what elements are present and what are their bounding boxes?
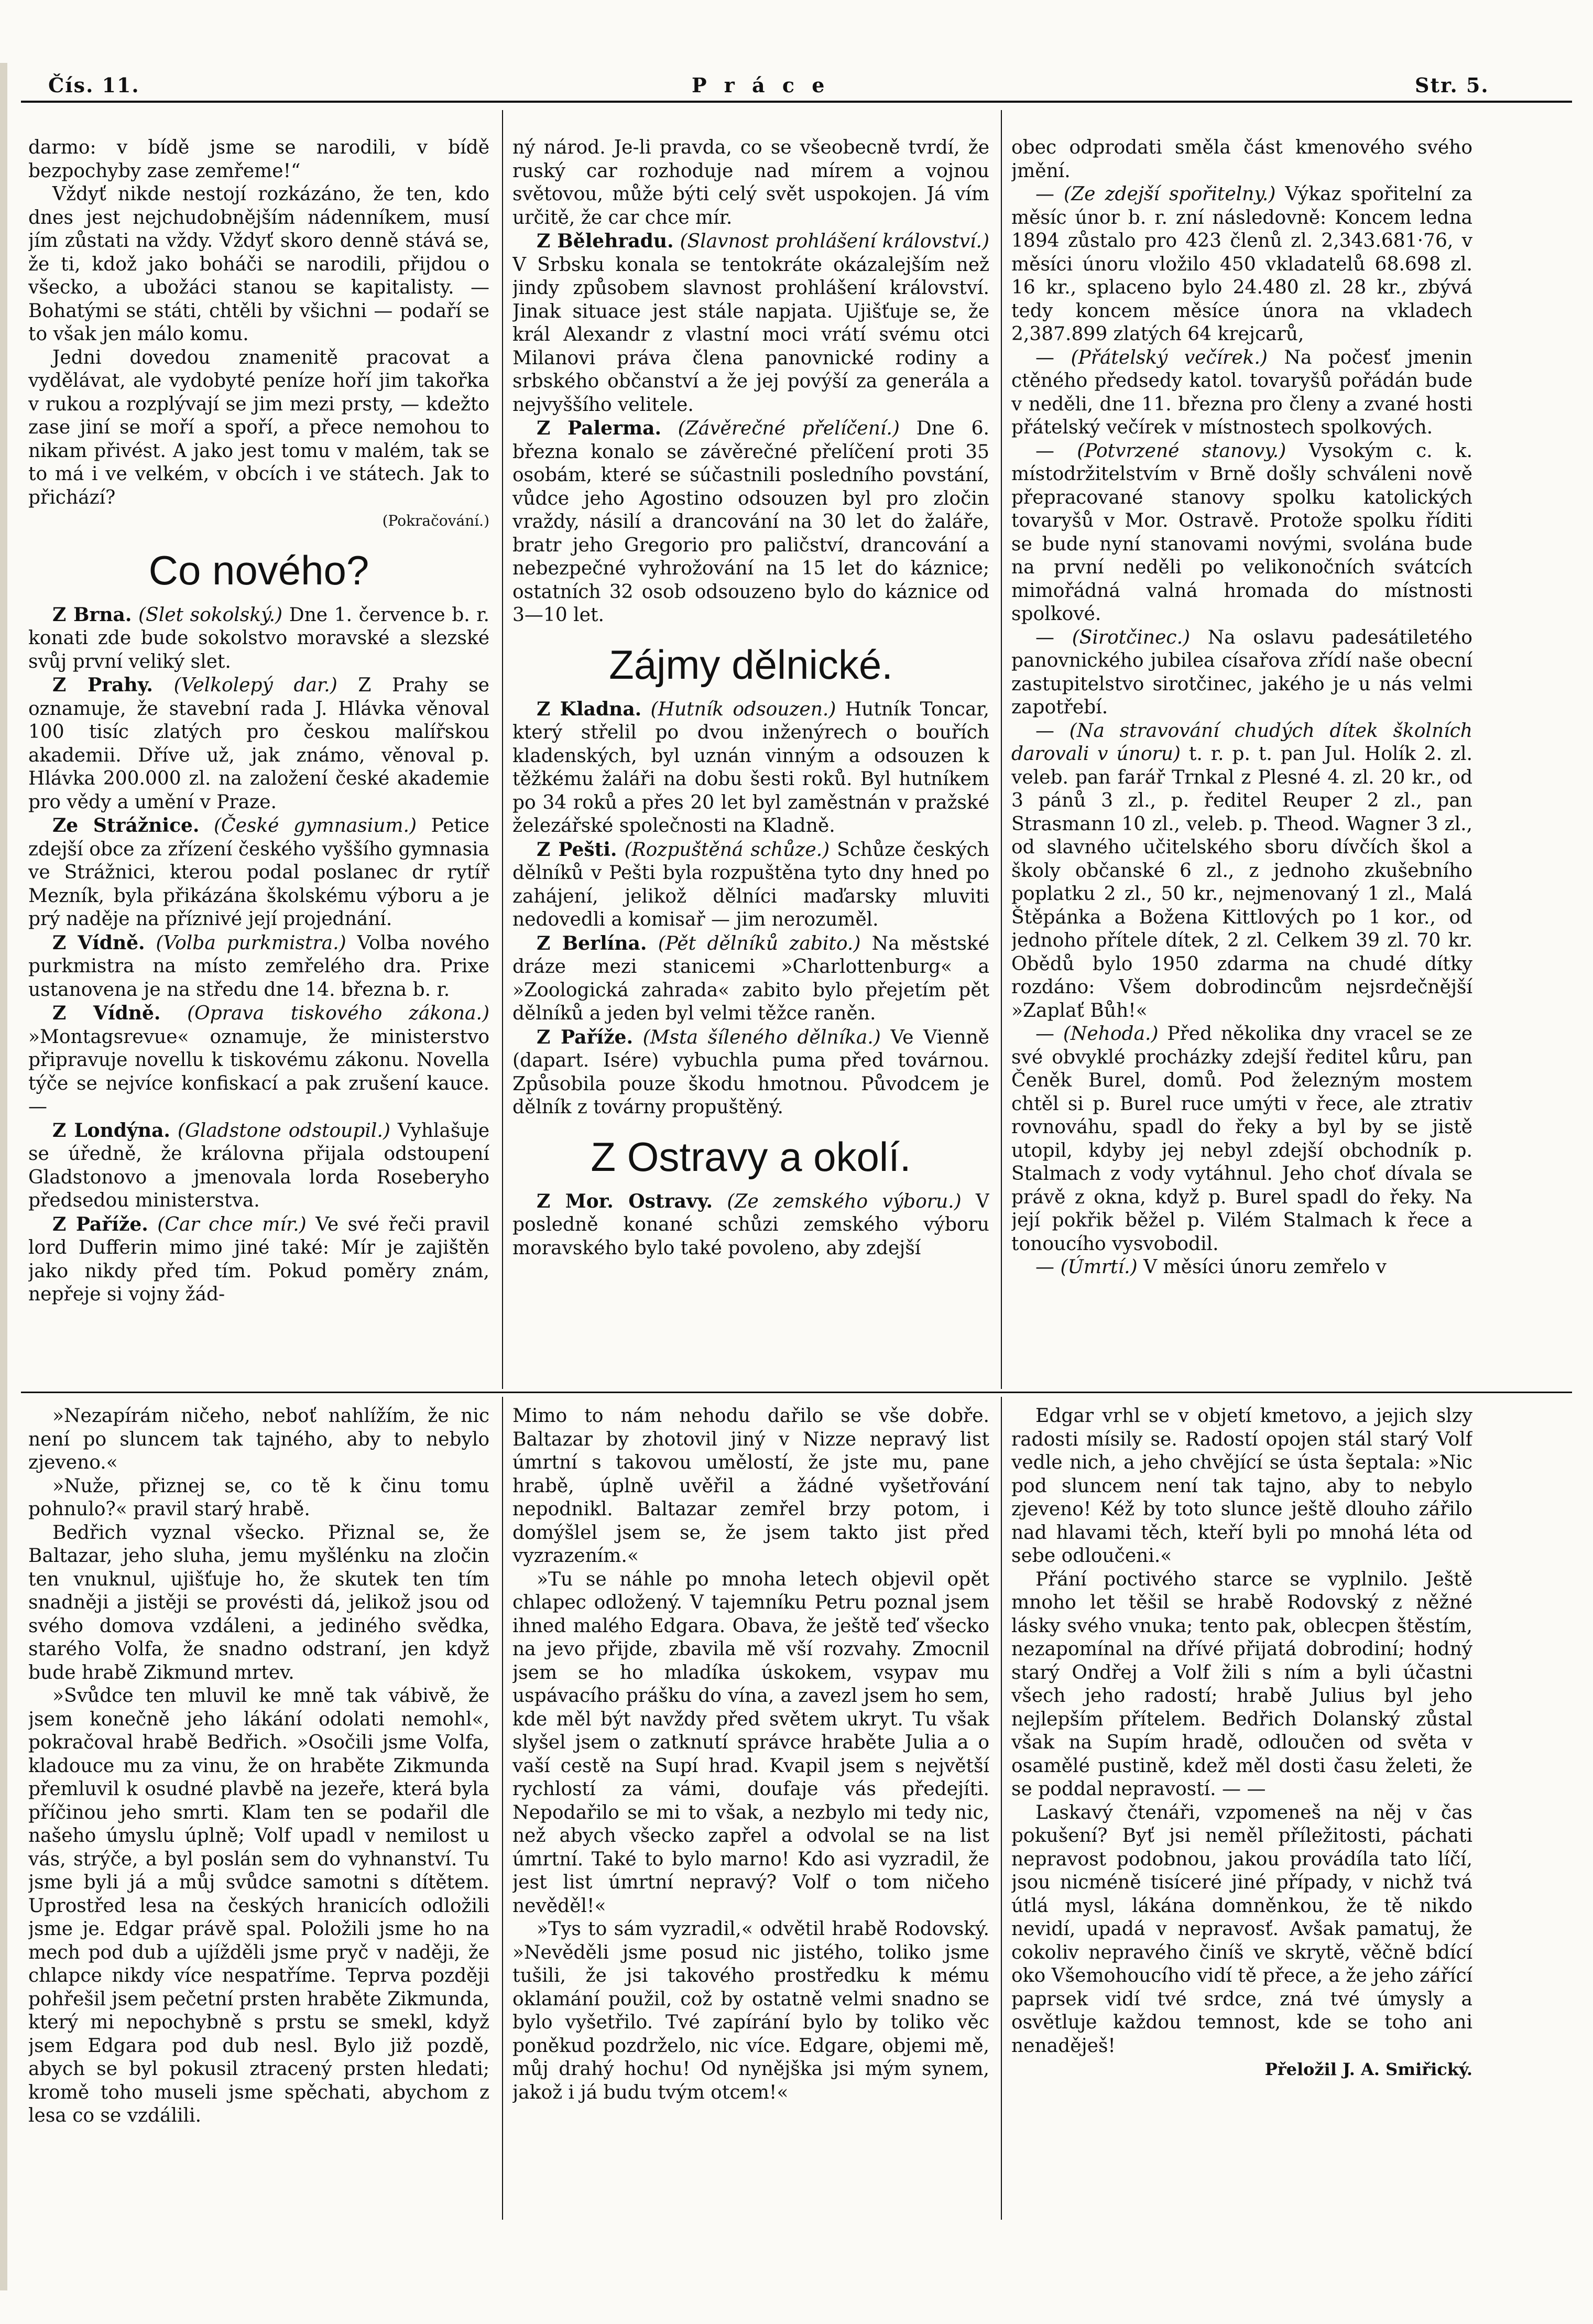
news-text: Ve Vienně (dapart. Isére) vybuchla puma před továrnou. Způsobila pouze škodu hmotnou. Původcem je dělník z továrny propuštěný. <box>512 1026 989 1118</box>
news-item <box>28 603 489 674</box>
news-text: »Montagsrevue« oznamuje, že ministerstvo připravuje novellu k tiskovému zákonu. Novella týče se nejvíce konfiskací a pak zrušení kauce. — <box>28 1026 489 1117</box>
serial-paragraph: »Svůdce ten mluvil ke mně tak vábivě, že jsem konečně jeho lákání odolati nemohl«, pokračoval hrabě Bedřich. »Osočili jsme Volfa, kladouce mu za vinu, že on hraběte Zikmunda přemluvil k osudné plavbě na jezeře, která byla příčinou jeho smrti. Klam ten se podařil dle našeho úmyslu úplně; Volf upadl v nemilost u vás, strýče, a byl poslán sem do vyhnanství. Tu jsme byli já a můj svůdce samotni s dítětem. Uprostřed lesa na českých hranicích odložili jsme je. Edgar právě spal. Položili jsme ho na mech pod dub a ujížděli jsme pryč v naději, že chlapce nikdy více nespatříme. Teprva později pohřešil jsem pečetní prsten hraběte Zikmunda, který mi nepochybně s prstu se smekl, když jsem Edgara pod dub nesl. Bylo již pozdě, abych se byl pokusil ztracený prsten hledati; kromě toho museli jsme spěchati, abychom z lesa co se vzdálili. <box>28 1685 489 2126</box>
news-title: (Velkolepý dar.) <box>173 675 337 696</box>
news-place: Z Vídně. <box>52 931 145 954</box>
news-item: — (Na stravování chudých dítek školních darovali v únoru) t. r. p. t. pan Jul. Holík 2. zl. veleb. pan farář Trnkal z Plesné 4. zl. 20 kr., od 3 pánů 3 zl., p. ředitel Reuper 2 zl., pan Strasmann 10 zl., veleb. p. Theod. Wagner 3 zl., od slavného učitelského sboru dívčích škol a školy občanské 6 zl., z jednoho zkušebního poplatku 2 zl., 50 kr., nejmenovaný 1 zl., Malá Štěpánka a Božena Kittlových po 1 kor., od jednoho přítele dítek, 2 zl. Celkem 39 zl. 70 kr. Obědů bylo 1950 zdarma na chudé dítky rozdáno: Všem dobrodincům nejsrdečnější »Zaplať Bůh!« <box>1011 720 1472 1022</box>
news-text: Na oslavu padesátiletého panovnického jubilea císařova zřídí naše obecní zastupitelstvo sirotčinec, jakého je u nás velmi zapotřebí. <box>1011 626 1472 718</box>
news-title: (Ze zdejší spořitelny.) <box>1064 183 1276 205</box>
news-item <box>512 1190 989 1261</box>
news-place: Z Brna. <box>52 603 132 626</box>
news-continuation: ný národ. Je-li pravda, co se všeobecně tvrdí, že ruský car rozhoduje nad mírem a vojnou světovou, může býti celý svět uspokojen. Já vím určitě, že car chce mír. <box>512 137 989 229</box>
serial-paragraph: »Tu se náhle po mnoha letech objevil opět chlapec odložený. V tajemníku Petru poznal jsem ihned malého Edgara. Obava, že ještě teď všecko na jevo přijde, zbavila mě vší rozvahy. Zmocnil jsem se ho mladíka úskokem, vsypav mu uspávacího prášku do vína, a zavezl jsem ho sem, kde měl být navždy před světem ukryt. Tu však slyšel jsem o zatknutí správce hraběte Julia a o vaší cestě na Supí hrad. Kvapil jsem s největší rychlostí za vámi, doufaje vás předejíti. Nepodařilo se mi to však, a nezbylo mi tedy nic, než abych všecko zapřel a odvolal se na list úmrtní. Také to bylo marno! Kdo asi vyzradil, že jest list úmrtní nepravý? Volf o tom ničeho nevěděl!« <box>512 1568 989 1917</box>
news-title: (Volba purkmistra.) <box>156 932 346 954</box>
section-heading-news: Co nového? <box>148 547 369 593</box>
news-title: (Ze zemského výboru.) <box>727 1190 962 1212</box>
news-title: (Rozpuštěná schůze.) <box>624 839 830 861</box>
news-title: (Pět dělníků zabito.) <box>658 932 861 954</box>
column-3-local-news <box>1011 136 1472 1386</box>
news-place: Z Bělehradu. <box>537 230 674 252</box>
news-text: Z Prahy se oznamuje, že stavební rada J. Hlávka věnoval 100 tisíc zlatých pro českou malířskou akademii. Dříve už, jak známo, věnoval p. Hlávka 200.000 zl. na založení české akademie pro vědy a umění v Praze. <box>28 675 489 813</box>
news-title: (České gymnasium.) <box>214 815 417 837</box>
news-text: Schůze českých dělníků v Pešti byla rozpuštěna tyto dny hned po zahájení, jelikož dělníci maďarsky mluviti nedovedli a komisař — jim nerozuměl. <box>512 839 989 930</box>
news-text: Na městské dráze mezi stanicemi »Charlottenburg« a »Zoologická zahrada« zabito bylo přejetím pět dělníků a jeden byl velmi těžce raněn. <box>512 932 989 1024</box>
news-title: (Na stravování chudých dítek školních darovali v únoru) <box>1011 720 1472 765</box>
news-place: Z Pešti. <box>537 838 617 861</box>
column-divider-upper-2 <box>1001 110 1002 1389</box>
news-place: Z Palerma. <box>537 417 661 439</box>
news-item <box>512 230 989 417</box>
news-item: — (Potvrzené stanovy.) Vysokým c. k. místodržitelstvím v Brně došly schváleni nově přepracované stanovy spolku katolických tovaryšů v Mor. Ostravě. Protože spolku říditi se bude nyní stanovami novými, svolána bude na první neděli po velikonočních svátcích mimořádná valná hromada do místnosti spolkové. <box>1011 440 1472 625</box>
news-title: (Msta šíleného dělníka.) <box>642 1026 881 1048</box>
news-place: Z Londýna. <box>52 1119 170 1142</box>
news-text: Vysokým c. k. místodržitelstvím v Brně došly schváleni nově přepracované stanovy spolku katolických tovaryšů v Mor. Ostravě. Protože spolku říditi se bude nyní stanovami novými, svolána bude na první neděli po velikonočních svátcích mimořádná valná hromada do místnosti spolkové. <box>1011 440 1472 625</box>
serial-column-1 <box>28 1405 489 2217</box>
issue-number: Čís. 11. <box>48 73 140 97</box>
news-item <box>28 1002 489 1119</box>
news-text: Hutník Toncar, který střelil po dvou inženýrech o bouřích kladenských, byl uznán vinným a odsouzen k těžkému žaláři na dobu šesti roků. Byl hutníkem po 34 roků a přes 20 let byl zaměstnán v pražské železářské společnosti na Kladně. <box>512 698 989 837</box>
news-title: (Hutník odsouzen.) <box>650 698 836 720</box>
news-item <box>512 838 989 932</box>
news-place: Z Kladna. <box>537 698 642 720</box>
page-number: Str. 5. <box>1415 73 1489 97</box>
news-title: (Slet sokolský.) <box>138 604 283 626</box>
news-item <box>512 1026 989 1120</box>
serial-paragraph: »Tys to sám vyzradil,« odvětil hrabě Rodovský. »Nevěděli jsme posud nic jistého, toliko jsme tušili, že jsi takového prostředku k mému oklamání použil, což by ostatně velmi snadno se bylo vyšetřilo. Tvé zapírání bylo by toliko věc poněkud pozdrželo, nic více. Edgare, objemi mě, můj drahý hochu! Od nynějška jsi mým synem, jakož i já budu tvým otcem!« <box>512 1918 989 2103</box>
news-title: (Přátelský večírek.) <box>1071 346 1268 368</box>
news-place: Z Berlína. <box>537 932 647 954</box>
news-place: Z Paříže. <box>537 1026 633 1048</box>
news-text: Na počesť jmenin ctěného předsedy katol. tovaryšů pořádán bude v neděli, dne 11. března pro členy a zvané hosti přátelský večírek v místnostech spolkových. <box>1011 346 1472 438</box>
continued-note: (Pokračování.) <box>382 512 489 529</box>
column-1-news <box>28 136 489 1386</box>
news-text: Petice zdejší obce za zřízení českého vyššího gymnasia ve Strážnici, kterou podal poslanec dr rytíř Mezník, byla přikázána školskému výboru a je prý naděje na příznivé její projednání. <box>28 815 489 930</box>
news-continuation: obec odprodati směla část kmenového svého jmění. <box>1011 137 1472 182</box>
header-rule <box>21 101 1572 103</box>
serial-paragraph: Přání poctivého starce se vyplnilo. Ještě mnoho let těšil se hrabě Rodovský z něžné lásky svého vnuka; tento pak, oblecpen štěstím, nezapomínal na dřívé přijatá dobrodiní; hodný starý Ondřej a Volf žili s ním a byli účastni všech jeho radostí; hrabě Julius byl jeho nejlepším přítelem. Bedřich Dolanský zůstal však na Supím hradě, odloučen od světa v osamělé pustině, kdež měl dosti času želeti, že se poddal nepravostí. — — <box>1011 1568 1472 1800</box>
news-item: — (Ze zdejší spořitelny.) Výkaz spořitelní za měsíc únor b. r. zní následovně: Koncem ledna 1894 zůstalo pro 423 členů zl. 2,343.681·76, v měsíci únoru vložilo 450 vkladatelů 68.698 zl. 16 kr., splaceno bylo 24.480 zl. 28 kr., zbývá tedy koncem měsíce února na vkladech 2,387.899 zlatých 64 krejcarů, <box>1011 183 1472 345</box>
serial-paragraph: Edgar vrhl se v objetí kmetovo, a jejich slzy radosti mísily se. Radostí opojen stál starý Volf vedle nich, a jeho chvějící se ústa šeptala: »Nic pod sluncem není tak tajno, aby to nebylo zjeveno! Kéž by toto slunce ještě dlouho zářilo nad hlavami těch, kteří byli po mnohá léta od sebe odloučeni.« <box>1011 1405 1472 1567</box>
news-text: t. r. p. t. pan Jul. Holík 2. zl. veleb. pan farář Trnkal z Plesné 4. zl. 20 kr., od 3 pánů 3 zl., p. ředitel Reuper 2 zl., pan Strasmann 10 zl., veleb. p. Theod. Wagner 3 zl., od slavného učitelského sboru dívčích škol a školy občanské 6 zl., z jednoho zkušebního poplatku 2 zl., 50 kr., nejmenovaný 1 zl., Malá Štěpánka a Božena Kittlových po 1 kor., od jednoho přítele dítek, 2 zl. Celkem 39 zl. 70 kr. Obědů bylo 1950 zdarma na chudé dítky rozdáno: Všem dobrodincům nejsrdečnější »Zaplať Bůh!« <box>1011 743 1472 1022</box>
news-title: (Úmrtí.) <box>1060 1256 1138 1278</box>
news-item: — (Přátelský večírek.) Na počesť jmenin ctěného předsedy katol. tovaryšů pořádán bude v neděli, dne 11. března pro členy a zvané hosti přátelský večírek v místnostech spolkových. <box>1011 346 1472 438</box>
news-item <box>28 1119 489 1213</box>
news-item: — (Nehoda.) Před několika dny vracel se ze své obvyklé procházky zdejší ředitel kůru, pan Čeněk Burel, domů. Pod železným mostem chtěl si p. Burel ruce umýti v řece, ale ztrativ rovnováhu, spadl do řeky a byl by se jistě utopil, kdyby jej nebyl zdejší obchodník p. Stalmach z vody vytáhnul. Jeho choť dívala se právě z okna, když p. Burel spadl do řeky. Na její pokřik běžel p. Vilém Stalmach k řece a tonoucího vysvobodil. <box>1011 1023 1472 1255</box>
serial-column-3 <box>1011 1405 1472 2217</box>
news-text: V Srbsku konala se tentokráte okázalejším než jindy způsobem slavnost prohlášení království. Jinak situace jest stále napjata. Ujišťuje se, že král Alexandr z vlastní moci vrátí svému otci Milanovi práva člena panovnické rodiny a srbského občanství a že jej povýší za generála a nejvyššího velitele. <box>512 254 989 416</box>
news-text: Volba nového purkmistra na místo zemřelého dra. Prixe ustanovena je na středu dne 14. března b. r. <box>28 932 489 1001</box>
news-title: (Oprava tiskového zákona.) <box>187 1003 489 1024</box>
news-title: (Potvrzené stanovy.) <box>1077 440 1286 462</box>
section-heading-ostrava: Z Ostravy a okolí. <box>591 1133 911 1180</box>
serial-paragraph: Bedřich vyznal všecko. Přiznal se, že Baltazar, jeho sluha, jemu myšlénku na zločin ten vnuknul, ujišťuje ho, že skutek ten tím snadněji a jistěji se provésti dá, jelikož jsou od svého domova vzdáleni, a jediného svědka, starého Volfa, že snadno odstraní, jen když bude hrabě Zikmund mrtev. <box>28 1522 489 1684</box>
news-item <box>28 1213 489 1307</box>
news-item <box>512 698 989 838</box>
news-text: V posledně konané schůzi zemského výboru moravského bylo také povoleno, aby zdejší <box>512 1190 989 1259</box>
news-item: — (Úmrtí.) V měsíci únoru zemřelo v <box>1035 1256 1387 1278</box>
column-2-news <box>512 136 989 1386</box>
news-text: V měsíci únoru zemřelo v <box>1143 1256 1387 1278</box>
news-item <box>28 931 489 1002</box>
serial-separator-rule <box>21 1392 1572 1393</box>
newspaper-title: P r á c e <box>692 73 830 97</box>
news-title: (Slavnost prohlášení království.) <box>680 231 989 252</box>
news-text: Výkaz spořitelní za měsíc únor b. r. zní následovně: Koncem ledna 1894 zůstalo pro 423 členů zl. 2,343.681·76, v měsíci únoru vložilo 450 vkladatelů 68.698 zl. 16 kr., splaceno bylo 24.480 zl. 28 kr., zbývá tedy koncem měsíce února na vkladech 2,387.899 zlatých 64 krejcarů, <box>1011 183 1472 345</box>
news-place: Z Mor. Ostravy. <box>537 1190 713 1212</box>
news-place: Z Prahy. <box>52 674 153 696</box>
news-text: Před několika dny vracel se ze své obvyklé procházky zdejší ředitel kůru, pan Čeněk Burel, domů. Pod železným mostem chtěl si p. Burel ruce umýti v řece, ale ztrativ rovnováhu, spadl do řeky a byl by se jistě utopil, kdyby jej nebyl zdejší obchodník p. Stalmach z vody vytáhnul. Jeho choť dívala se právě z okna, když p. Burel spadl do řeky. Na její pokřik běžel p. Vilém Stalmach k řece a tonoucího vysvobodil. <box>1011 1023 1472 1255</box>
column-divider-upper-1 <box>502 110 503 1389</box>
serial-paragraph: Mimo to nám nehodu dařilo se vše dobře. Baltazar by zhotovil jiný v Nizze nepravý list úmrtní s takovou umělostí, že jste mu, pane hrabě, úplně uvěřil a žádné vyšetřování nepodnikl. Baltazar zemřel brzy potom, i domýšlel jsem se, že jsem takto jist před vyzrazením.« <box>512 1405 989 1567</box>
news-item <box>512 417 989 627</box>
serial-paragraph: Laskavý čtenáři, vzpomeneš na něj v čas pokušení? Byť jsi neměl příležitosti, páchati nepravost podobnou, jakou provádíla tato líčí, jsou nicméně tisíceré jiné případy, v nichž tvá útlá mysl, lákána domněnkou, že tě nikdo nevidí, upadá v nepravosť. Avšak pamatuj, že cokoliv nepravého činíš ve skrytě, věčně bdící oko Všemohoucího vidí tě přece, a že jeho zářící paprsek vidí tvé srdce, zná tvé úmysly a osvětluje každou temnost, kde se toho ani nenaděješ! <box>1011 1801 1472 2057</box>
story-continuation: darmo: v bídě jsme se narodili, v bídě bezpochyby zase zemřeme!“ <box>28 137 489 182</box>
news-place: Z Paříže. <box>52 1213 148 1235</box>
news-title: (Sirotčinec.) <box>1072 626 1191 648</box>
serial-paragraph: »Nuže, přiznej se, co tě k činu tomu pohnulo?« pravil starý hrabě. <box>28 1475 489 1520</box>
news-item <box>512 932 989 1026</box>
page-edge-shadow <box>0 63 7 2290</box>
news-title: (Závěrečné přelíčení.) <box>678 418 900 439</box>
section-heading-labor: Zájmy dělnické. <box>609 641 893 688</box>
serial-paragraph: »Nezapírám ničeho, neboť nahlížím, že nic není po sluncem tak tajného, aby to nebylo zjeveno.« <box>28 1405 489 1473</box>
news-item <box>28 814 489 931</box>
translator-credit: Přeložil J. A. Smiřický. <box>1264 2059 1472 2079</box>
news-text: Ve své řeči pravil lord Dufferin mimo jiné také: Mír je zajištěn jako nikdy před tím. Pokud poměry znám, nepřeje si vojny žád- <box>28 1213 489 1305</box>
news-title: (Nehoda.) <box>1063 1023 1159 1045</box>
news-item <box>28 674 489 814</box>
news-text: Dne 6. března konalo se závěrečné přelíčení proti 35 osobám, které se súčastnili posledního povstání, vůdce jeho Agostino odsouzen byl pro zločin vraždy, násilí a drancování na 30 let do žaláře, bratr jeho Gregorio pro paličství, drancování a nebezpečné vyhrožování na 15 let do káznice; ostatních 32 osob odsouzeno bylo do káznice od 3—10 let. <box>512 418 989 626</box>
story-paragraph: Vždyť nikde nestojí rozkázáno, že ten, kdo dnes jest nejchudobnějším nádenníkem, musí jím zůstati na vždy. Vždyť skoro denně stává se, že ti, kdož jako boháči se narodili, přijdou o všecko, a ubožáci stanou se kapitalisty. — Bohatými se státi, chtěli by všichni — podaří se to však jen málo komu. <box>28 183 489 345</box>
story-paragraph: Jedni dovedou znamenitě pracovat a vydělávat, ale vydobyté peníze hoří jim takořka v rukou a rozplývají se jim mezi prsty, — kdežto zase jiní se moří a spoří, a přece nemohou to nikam přivést. A jako jest tomu v malém, tak se to má i ve velkém, v obcích i ve státech. Jak to přichází? <box>28 346 489 508</box>
news-title: (Car chce mír.) <box>157 1213 307 1235</box>
news-item: — (Sirotčinec.) Na oslavu padesátiletého panovnického jubilea císařova zřídí naše obecní zastupitelstvo sirotčinec, jakého je u nás velmi zapotřebí. <box>1011 626 1472 718</box>
news-title: (Gladstone odstoupil.) <box>177 1120 390 1142</box>
news-place: Ze Strážnice. <box>52 815 200 837</box>
column-divider-lower-1 <box>502 1397 503 2220</box>
news-text: Vyhlašuje se úředně, že královna přijala odstoupení Gladstonovo a jmenovala lorda Roseberyho předsedou ministerstva. <box>28 1120 489 1211</box>
serial-column-2 <box>512 1405 989 2217</box>
news-text: Dne 1. července b. r. konati zde bude sokolstvo moravské a slezské svůj první veliký slet. <box>28 604 489 672</box>
news-place: Z Vídně. <box>52 1002 161 1024</box>
column-divider-lower-2 <box>1001 1397 1002 2220</box>
